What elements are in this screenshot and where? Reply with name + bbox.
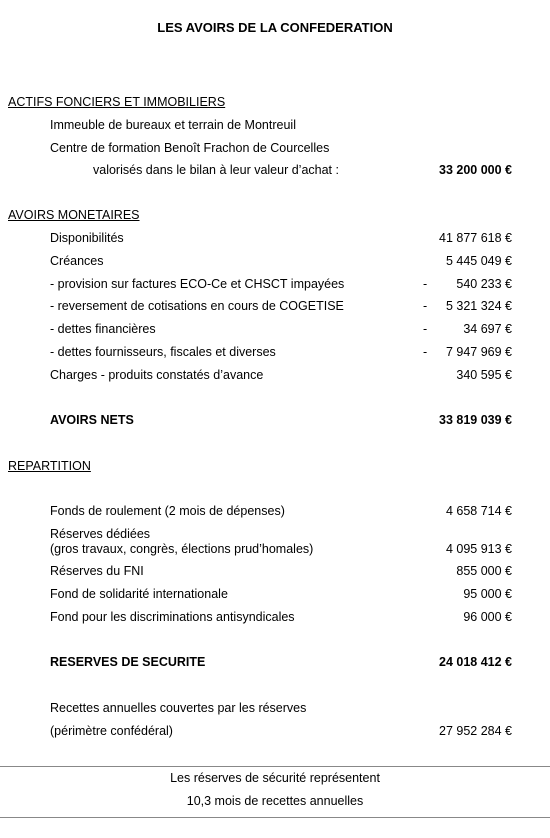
- recettes-perimetre-label: (périmètre confédéral): [50, 724, 173, 738]
- footer-line-2: 10,3 mois de recettes annuelles: [186, 794, 364, 808]
- avoirs-row-value: 340 595 €: [456, 368, 512, 382]
- actifs-value: 33 200 000 €: [439, 163, 512, 177]
- actifs-line-montreuil: Immeuble de bureaux et terrain de Montreuil: [50, 118, 296, 132]
- avoirs-row-value: 7 947 969 €: [445, 345, 512, 359]
- reserves-dediees-detail: (gros travaux, congrès, élections prud’homales): [50, 542, 314, 556]
- avoirs-row-sign: -: [423, 277, 428, 291]
- avoirs-row-label: - dettes fournisseurs, fiscales et diverses: [50, 345, 276, 359]
- recettes-annuelles-label: Recettes annuelles couvertes par les réserves: [50, 701, 307, 715]
- section-heading-avoirs: AVOIRS MONETAIRES: [8, 208, 140, 222]
- avoirs-row-label: Charges - produits constatés d’avance: [50, 368, 264, 382]
- avoirs-row-sign: -: [423, 345, 428, 359]
- avoirs-row-sign: -: [423, 299, 428, 313]
- fond-discriminations-value: 96 000 €: [463, 610, 512, 624]
- actifs-line-courcelles: Centre de formation Benoît Frachon de Courcelles: [50, 141, 330, 155]
- avoirs-row-label: Créances: [50, 254, 104, 268]
- recettes-annuelles-value: 27 952 284 €: [439, 724, 512, 738]
- avoirs-row-value: 540 233 €: [456, 277, 512, 291]
- avoirs-row-label: Disponibilités: [50, 231, 124, 245]
- page-title: LES AVOIRS DE LA CONFEDERATION: [157, 20, 393, 35]
- fond-discriminations-label: Fond pour les discriminations antisyndicales: [50, 610, 295, 624]
- avoirs-row-value: 5 321 324 €: [445, 299, 512, 313]
- avoirs-row-label: - reversement de cotisations en cours de COGETISE: [50, 299, 344, 313]
- avoirs-row-value: 41 877 618 €: [439, 231, 512, 245]
- avoirs-row-label: - provision sur factures ECO-Ce et CHSCT impayées: [50, 277, 345, 291]
- avoirs-nets-label: AVOIRS NETS: [50, 413, 134, 427]
- avoirs-row-value: 5 445 049 €: [445, 254, 512, 268]
- fond-solidarite-label: Fond de solidarité internationale: [50, 587, 228, 601]
- footer-divider-bottom: [0, 817, 550, 818]
- reserves-securite-label: RESERVES DE SECURITE: [50, 655, 206, 669]
- section-heading-actifs: ACTIFS FONCIERS ET IMMOBILIERS: [8, 95, 226, 109]
- avoirs-row-sign: -: [423, 322, 428, 336]
- reserves-securite-value: 24 018 412 €: [439, 655, 512, 669]
- fonds-roulement-value: 4 658 714 €: [445, 504, 512, 518]
- actifs-line-valorises: valorisés dans le bilan à leur valeur d’achat :: [93, 163, 339, 177]
- footer-divider-top: [0, 766, 550, 767]
- avoirs-nets-value: 33 819 039 €: [439, 413, 512, 427]
- section-heading-repartition: REPARTITION: [8, 459, 91, 473]
- fond-solidarite-value: 95 000 €: [463, 587, 512, 601]
- reserves-fni-value: 855 000 €: [456, 564, 512, 578]
- avoirs-row-label: - dettes financières: [50, 322, 156, 336]
- footer-line-1: Les réserves de sécurité représentent: [170, 771, 380, 785]
- reserves-dediees-value: 4 095 913 €: [445, 542, 512, 556]
- reserves-fni-label: Réserves du FNI: [50, 564, 144, 578]
- avoirs-row-value: 34 697 €: [463, 322, 512, 336]
- reserves-dediees-label: Réserves dédiées: [50, 527, 151, 541]
- fonds-roulement-label: Fonds de roulement (2 mois de dépenses): [50, 504, 285, 518]
